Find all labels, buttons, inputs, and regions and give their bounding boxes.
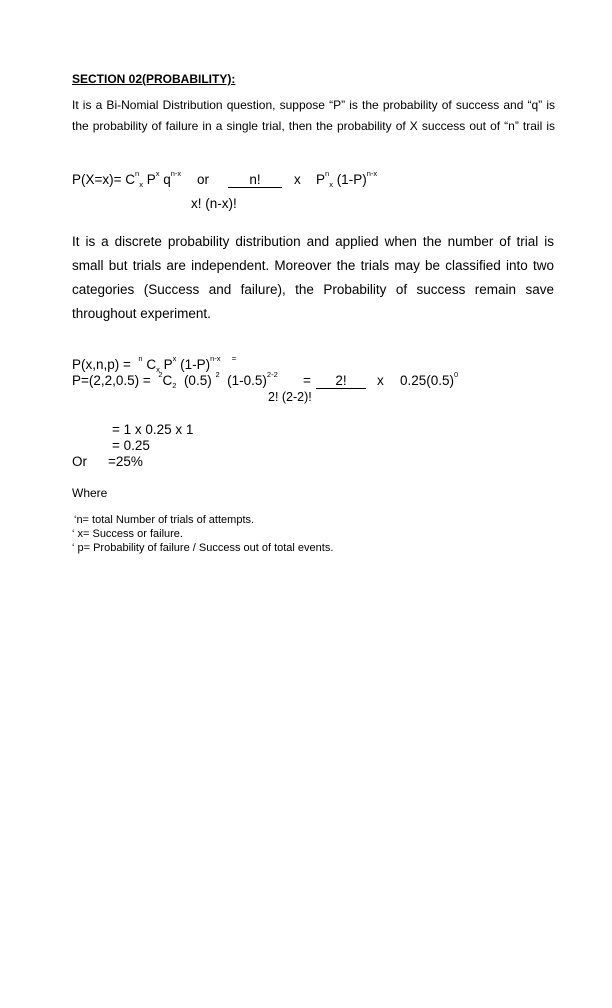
calc-line-4: = 0.25 [112,438,150,453]
calc-denominator: 2! (2-2)! [268,390,312,404]
calc-tail: $0.25(0.5)^0$ [400,370,459,388]
formula-power-term: $P^n_x$ $(1-P)^{n-x}$ [316,169,378,189]
where-item: ‘ p= Probability of failure / Success out of total events. [72,542,334,554]
formula-denominator: x! (n-x)! [191,196,237,211]
calc-or-label: Or [72,454,87,469]
where-label: Where [72,486,108,500]
section-heading: SECTION 02(PROBABILITY): [72,72,236,86]
intro-line-2: the probability of failure in a single trial, then the probability of X success out of “n” trail is [72,119,555,133]
description-paragraph: It is a discrete probability distribution and applied when the number of trial is small but trials are independent. Moreover the trials may be classified into two categories (Success and failure), the Probability of success remain save throughout experiment. [72,234,554,321]
formula-or: or [197,172,210,187]
binomial-formula-lhs: $P(X=x)= C^n_x$ $P^x$ $q^{n-x}$ [72,169,182,189]
calc-line-2-lhs: $P=(2,2,0.5) = ^2C_2$ (0.5) $^2$ $(1-0.5)^{2-2}$ [72,370,278,390]
calc-line-2-eq: = [303,373,311,388]
formula-times: x [294,172,301,187]
formula-numerator: n! [228,172,282,188]
calc-line-3: = 1 x 0.25 x 1 [112,422,194,437]
calc-result: =25% [108,454,143,469]
calc-line-1: P(x,n,p) = $^n$ $C_x$ $P^x$ $(1-P)^{n-x}$ = [72,354,237,374]
intro-line-1: It is a Bi-Nomial Distribution question, suppose “P” is the probability of success and “q” is [72,98,555,112]
where-item: ‘n= total Number of trials of attempts. [74,514,255,526]
where-item: ‘ x= Success or failure. [72,528,183,540]
calc-times: x [377,373,384,388]
calc-numerator: 2! [316,373,366,389]
